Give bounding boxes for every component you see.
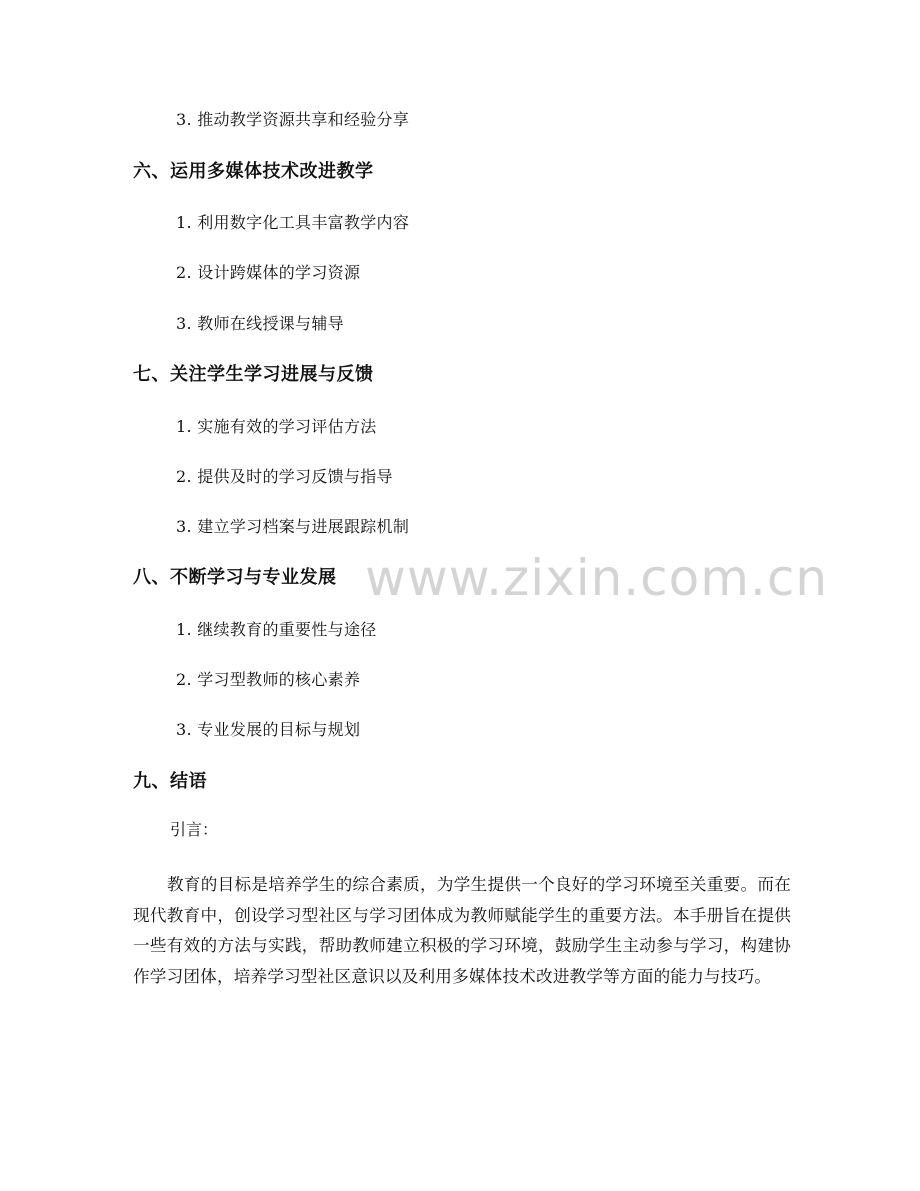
body-paragraph: 教育的目标是培养学生的综合素质，为学生提供一个良好的学习环境至关重要。而在现代教育中，创设学习型社区与学习团体成为教师赋能学生的重要方法。本手册旨在提供一些有效的方法与实践，帮助教师建立积极的学习环境，鼓励学生主动参与学习，构建协作学习团体，培养学习型社区意识以及利用多媒体技术改进教学等方面的能力与技巧。 xyxy=(133,875,791,986)
list-item-5-3: 3. 推动教学资源共享和经验分享 xyxy=(176,110,410,129)
intro-label: 引言： xyxy=(170,820,219,839)
list-item-7-3: 3. 建立学习档案与进展跟踪机制 xyxy=(176,517,410,536)
section-heading-9: 九、结语 xyxy=(133,771,207,792)
list-item-8-3: 3. 专业发展的目标与规划 xyxy=(176,720,361,739)
list-item-8-1: 1. 继续教育的重要性与途径 xyxy=(176,620,377,639)
section-heading-8: 八、不断学习与专业发展 xyxy=(133,567,337,588)
list-item-7-2: 2. 提供及时的学习反馈与指导 xyxy=(176,467,393,486)
watermark: www.zixin.com.cn xyxy=(365,549,829,607)
list-item-8-2: 2. 学习型教师的核心素养 xyxy=(176,670,361,689)
list-item-6-1: 1. 利用数字化工具丰富教学内容 xyxy=(176,213,410,232)
section-heading-7: 七、关注学生学习进展与反馈 xyxy=(133,364,374,385)
list-item-6-3: 3. 教师在线授课与辅导 xyxy=(176,314,344,333)
section-heading-6: 六、运用多媒体技术改进教学 xyxy=(133,161,374,182)
list-item-6-2: 2. 设计跨媒体的学习资源 xyxy=(176,263,361,282)
list-item-7-1: 1. 实施有效的学习评估方法 xyxy=(176,417,377,436)
